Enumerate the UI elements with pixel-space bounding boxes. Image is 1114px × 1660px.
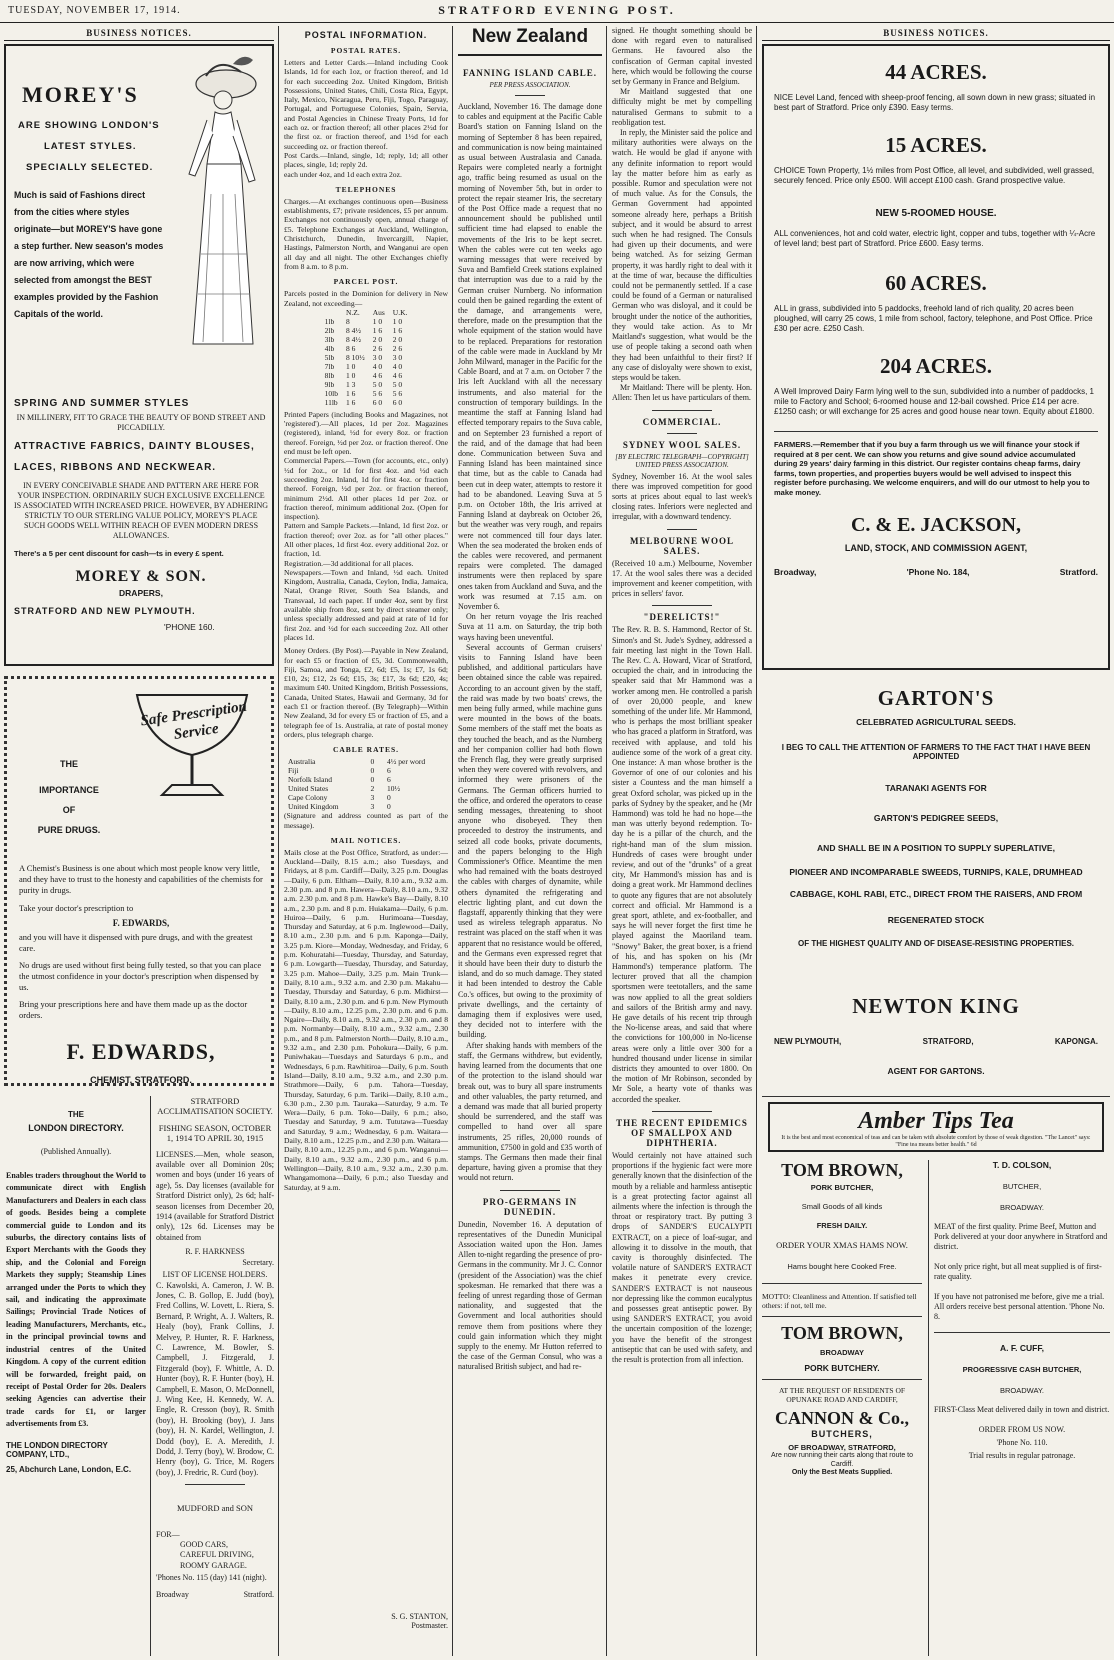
masthead <box>0 0 1114 23</box>
gartons-sub: CELEBRATED AGRICULTURAL SEEDS. <box>856 717 1016 727</box>
moreys-advert <box>4 44 274 666</box>
tom-brown-2-trade: PORK BUTCHERY. <box>804 1363 880 1373</box>
london-address: 25, Abchurch Lane, London, E.C. <box>6 1464 132 1474</box>
edwards-name-small: F. EDWARDS, <box>112 918 170 928</box>
commercial-head: COMMERCIAL. <box>642 416 722 427</box>
issue-date: TUESDAY, NOVEMBER 17, 1914. <box>8 5 181 16</box>
postal-each-under: each under 4oz, and 1d each extra 2oz. <box>284 169 402 179</box>
parcel-rates-header <box>321 308 412 317</box>
gartons-title: GARTON'S <box>877 686 995 710</box>
colson-body-1: MEAT of the first quality. Prime Beef, Mutton and Pork delivered at your door anywhere in Stratford and district. <box>934 1222 1108 1251</box>
gartons-pedigree: GARTON'S PEDIGREE SEEDS, <box>873 813 999 823</box>
parcel-rate-row <box>321 389 412 398</box>
postal-information <box>284 30 448 1192</box>
postal-letters: Letters and Letter Cards.—Inland including Cook Islands, 1d for each 1oz, or fraction thereof, and 1d for each succeeding 2oz. United Kingdom, British Possessions, United States, Chili, Costa Rica, Egypt, Italy, Mexico, Nicaragua, Peru, Fiji, Togo, Paraguay, Portugal, and Portuguese Colonies, Spain, Servia, and Postal Agencies in Chinese Treaty Ports, 1d for each oz. or fraction thereof; all other places 2½d for the first oz. or fraction thereof, and 1½d for each succeeding oz. or fraction thereof. <box>284 58 448 151</box>
mudford-addr-2: Stratford. <box>243 1589 274 1599</box>
mudford-driving: CAREFUL DRIVING, <box>180 1550 254 1560</box>
jackson-name: C. & E. JACKSON, <box>850 513 1021 536</box>
edwards-body-2: Take your doctor's prescription to <box>19 903 134 913</box>
parcel-rate-row <box>321 335 412 344</box>
amber-tips-sub: It is the best and most economical of teas and can be taken with absolute comfort by those of weak digestion. "The Lancet" says: "Fine tea means better health." 6d <box>781 1135 1091 1148</box>
pro-germans-cont-3: In reply, the Minister said the police and military authorities were always on the watch. He would be glad if anyone with any definite information to report would lay the matter before him as early as possible. Rumor and speculation were not of much value. As for the Consuls, the German Government had appointed someone already here, perhaps a British subject, and it would be absurd to arrest such when he had resigned. The Consuls had given up their documents, and were being watched. As for seizing German property, it was hardly right to deal with it at the time of war, because the difficulties could not be permanently settled. If a case could be found of a German or naturalised German who was disloyal, and it could be brought under the notice of the authorities, they would take action. As to Mr Maitland's suggestion, what would be the use of people taking a second oath when they had been unfaithful to their first? If any case of disloyalty were shown to exist, steps would be taken. <box>612 128 752 382</box>
parcel-rate: 2 6 <box>372 343 383 353</box>
cuff-trial: Trial results in regular patronage. <box>968 1451 1076 1460</box>
farmers-notice: FARMERS.—Remember that if you buy a farm through us we will finance your stock if required at 8 per cent. We can show you returns and give sound advice accumulated during 29 years' dairy farming in this district. Our register contains cheap farms, dairy farms, town properties, and properties buyers would be well advised to inspect this register before purchasing. We welcome enquirers, and will do our utmost to help you to make money. <box>774 440 1090 497</box>
gartons-seeds-advert <box>762 676 1110 1097</box>
jackson-land-advert <box>762 44 1110 670</box>
parcel-rate-row <box>321 353 412 362</box>
london-body: Enables traders throughout the World to communicate direct with English Manufacturers and Dealers in each class of goods. Besides being a complete commercial guide to London and its suburbs, the directory contains lists of Export Merchants with the Goods they ship, and the Colonial and Foreign Markets they supply; Steamship Lines arranged under the Ports to which they sail, and indicating the approximate Sailings; Provincial Trade Notices of leading Manufacturers, Merchants, etc., in the principal provincial towns and industrial centres of the United Kingdom. A copy of the current edition will be forwarded, freight paid, on receipt of Postal Order for 20s. Dealers seeking Agencies can advertise their trade cards for £1, or larger advertisements from £3. <box>6 1171 146 1429</box>
cable-rate: 0 <box>387 802 391 812</box>
morey-millinery: IN MILLINERY, FIT TO GRACE THE BEAUTY OF BOND STREET AND PICCADILLY. <box>16 413 266 432</box>
morey-discount: There's a 5 per cent discount for cash—ts in every £ spent. <box>14 549 224 558</box>
amber-tips-logo: Amber Tips Tea <box>858 1108 1014 1134</box>
cannon-best: Only the Best Meats Supplied. <box>791 1469 893 1476</box>
morey-laces: LACES, RIBBONS AND NECKWEAR. <box>14 462 217 473</box>
fanning-p3: Several accounts of German cruisers' visits to Fanning Island have been published, and additional particulars have been obtained since the cable was repaired. According to an account given by the staff, the raid was made by two boats' crews, the men being fully armed, while machine guns were mounted in the bows of the boats. Some members of the staff met the boats as they touched the beach, and as the Nurnberg and her companion collier had both flown the French flag, they were greatly surprised when they were covered with revolvers, and informed they were prisoners of the Germans. The German officers hurried to the office, and ordered the operators to cease sending messages, threatening to shoot anyone who disobeyed. They then proceeded to destroy the instruments, and seized all code books, private documents, and the papers belonging to the High Commissioner's Office. Meantime the men who had remained with the boats destroyed the cables with charges of dynamite, while others dynamited the refrigerating and electric lighting plant, and cut down the flagstaff, apparently thinking that they were used as wireless telegraph apparatus. No restraint was placed on the staff when it was apparent that no resistance would be offered, and the Germans even expressed regret that it should have been their duty to disturb the island, and do so much damage. They stated it had been intended to destroy the Cable Co.'s offices, but owing to the proximity of private dwellings, and the certainty of damaging them if explosives were used, they decided not to interfere with the building. <box>458 642 602 1040</box>
parcel-rate: 2 6 <box>392 343 403 353</box>
acres-44-body: NICE Level Land, fenced with sheep-proof fencing, all sown down in new grass; situated in best part of Stratford. Price only £390. Easy terms. <box>774 93 1096 112</box>
parcel-rate: 8 4½ <box>345 325 361 335</box>
parcel-rate: 8 <box>345 316 350 326</box>
parcel-weight: 4lb <box>324 343 335 353</box>
parcel-weight: 8lb <box>324 370 335 380</box>
cable-destination: Fiji <box>288 766 299 776</box>
column-rule <box>928 1160 929 1656</box>
cable-rate: 0 <box>370 775 375 785</box>
morey-place: STRATFORD AND NEW PLYMOUTH. <box>14 606 196 616</box>
parcel-rate: 1 6 <box>345 388 356 398</box>
pro-germans-body: Dunedin, November 16. A deputation of representatives of the Dunedin Municipal Association waited upon the Hon. James Allen to-night regarding the presence of pro-Germans in the community. Mr J. C. Connor (president of the Association) was the chief spokesman. He remarked that there was a feeling of unrest regarding those of German nationality, and suggested that the Government and local authorities should remove them from positions where they could gain information which they might supply to the enemy. Mr Hutton referred to the case of the German Consul, who was a naturalised British subject, and had re- <box>458 1219 602 1372</box>
cable-rate-row <box>284 793 448 802</box>
telephones-body: Charges.—At exchanges continuous open—Business establishments, £7; private residences, £5 per annum. Exchanges not continuously open, annual charge of £5. Telephone Exchanges at Auckland, Wellington, Christchurch, Dunedin, Invercargill, Napier, Hastings, Palmerston North, and Wanganui are open all day and all night. The other Exchanges chiefly from 8 a.m. to 8 p.m. <box>284 196 448 271</box>
cable-rate: 3 <box>370 793 375 803</box>
colson-place: BROADWAY. <box>999 1203 1045 1212</box>
cable-rates-table <box>284 757 448 811</box>
parcel-col-aus: Aus <box>372 307 385 317</box>
amber-tips-tea-advert <box>768 1102 1104 1152</box>
tom-brown-l1: Small Goods of all kinds <box>801 1202 883 1211</box>
postmaster-signature <box>284 1612 448 1652</box>
cuff-trade: PROGRESSIVE CASH BUTCHER, <box>962 1365 1082 1374</box>
morey-tag-1: ARE SHOWING LONDON'S <box>18 120 160 131</box>
newton-place-3: KAPONGA. <box>1054 1037 1098 1046</box>
edwards-body-3: and you will have it dispensed with pure drugs, and with the greatest care. <box>19 932 253 953</box>
tom-brown-l4: Hams bought here Cooked Free. <box>787 1262 897 1271</box>
acclim-list: C. Kawolski, A. Cameron, J. W. B. Jones, C. B. Gollop, E. Judd (boy), Fred Collins, W. Lovett, L. Riera, S. Bernard, P. Wright, A. J. Walters, R. Healy (boy), Frank Collins, J. Melvey, P. Hunter, R. F. Harkness, C. Lawrence, M. Bowler, S. Campbell, J. Fitzgerald, J. Fitzgerald (boy), F. Whittle, A. D. Hunter (boy), R. F. Hunter (boy), H. Campbell, E. Mason, O. McDonnell, J. Wing Kee, H. Kennedy, W. A. Engle, R. Cresson (boy), R. Smith (boy), H. Brooking (boy), J. Jans (boy), H. N. Kardel, Wellington, J. Dodd (boy), E. A. Meredith, J. Dodd, J. Terry (boy), W. Brodow, C. Henry (boy), G. Trice, M. Rogers (boy), J. Fredric, R. Curd (boy). <box>156 1280 274 1477</box>
house-body: ALL conveniences, hot and cold water, electric light, copper and tubs, together with ¼-Acre of level land; best part of Stratford. Price £600. Easy terms. <box>774 229 1096 248</box>
tom-brown-2-place: BROADWAY <box>820 1348 864 1357</box>
london-directory-advert <box>6 1096 146 1656</box>
london-company: THE LONDON DIRECTORY COMPANY, LTD., <box>6 1440 108 1459</box>
parcel-rate: 1 3 <box>345 379 356 389</box>
morey-tag-2: LATEST STYLES. <box>44 141 137 152</box>
newspaper-title: STRATFORD EVENING POST. <box>438 3 676 17</box>
acclim-secretary-name: R. F. HARKNESS <box>185 1247 245 1257</box>
parcel-rate: 1 6 <box>392 325 403 335</box>
pro-germans-cont-2: Mr Maitland suggested that one difficulty might be met by compelling naturalised Germans to submit to a reobligation test. <box>612 87 752 127</box>
parcel-rate: 5 6 <box>372 388 383 398</box>
press-association: PER PRESS ASSOCIATION. <box>489 81 571 89</box>
postmaster-name: S. G. STANTON, <box>391 1612 448 1621</box>
mail-notices-body: Mails close at the Post Office, Stratford, as under:— Auckland—Daily, 8.15 a.m.; also Tuesdays, and Fridays, at 8 p.m. Cardiff—Daily, 3.25 p.m. Douglas—Daily, 6 p.m. Eltham—Daily, 8.10 a.m., 9.32 a.m. 2.30 p.m. and 8 p.m. Hawera—Daily, 8.10 a.m., 9.32 a.m. 2.30 p.m. and 8 p.m. Hawke's Bay—Daily, 8.10 a.m., 2.30 p.m. and 8 p.m. Huiakama—Daily, 6 p.m. Huiroa—Daily, 6 p.m. Hurimoana—Tuesday, Thursday and Saturday, at 6 p.m. Inglewood—Daily, 8.10 a.m., 2.30 p.m. and 6 p.m. Kaponga—Daily, 3.25 p.m. Kiore—Monday, Wednesday, and Friday, 6 p.m. Kohuratahi—Tuesday, Thursday, and Saturday, 6 p.m. Lowgarth—Tuesday, Thursday, and Saturday, 3.25 p.m. Mahoe—Daily, 3.25 p.m. Main Trunk—Daily, 8.10 a.m., 9.32 a.m. and 2.30 p.m. Makahu—Tuesday, Thursday and Saturday, 6 p.m. Midhirst—Daily, 8.10 a.m., 2.30 p.m. and 6 p.m. New Plymouth—Daily, 8.10 a.m., 12.25 p.m., 2.30 p.m. and 6 p.m. Ngaire—Daily, 8.10 a.m., 9.32 a.m., 2.30 p.m. and 8 p.m. Normanby—Daily, 8.10 a.m., 9.32 a.m., 2.30 p.m., and 8 p.m. Palmerston North—Daily, 8.10 a.m., 9.32 a.m., and 2.30 p.m. Pohokura—Daily, 6 p.m. Puniwhakau—Tuesdays and Saturdays 6 p.m., and Wednesdays, 6 p.m. Rawhitiroa—Daily, 6 p.m. South Island—Daily, 8.10 a.m., 9.32 a.m., and 2.30 p.m. Strathmore—Daily, 6 p.m. Tahora—Tuesday, Thursday, Saturday, 6 p.m. Tariki—Daily, 8.10 a.m., 6.30 p.m., 2.30 p.m. Tauraka—Saturday, 9 a.m. Te Wera—Daily, 6 p.m. Toko—Daily, 6 p.m.; also, Tuesday and Saturday, 9 a.m. Tututawa—Tuesday and Saturday, 9 a.m.; Wednesday, 6 p.m. Waitara—Daily, 8.10 a.m., 12.25 p.m., and 2.30 p.m. Waitara—Daily, 8.10 a.m., 12.25 p.m., and 6 p.m. Wanganui—Daily, 8.10 a.m., 9.32 a.m., 2.30 p.m., and 6 p.m. Wellington—Daily, 8.10 a.m., 9.32 a.m., 2.30 p.m. Whangamomona—Daily, 6 p.m.; also Tuesday and Saturday, at 9 a.m. <box>284 847 448 1192</box>
parcel-rate-row <box>321 317 412 326</box>
cable-note: (Signature and address counted as part of the message). <box>284 811 448 830</box>
new-zealand-title: New Zealand <box>458 26 602 56</box>
morey-conceivable: IN EVERY CONCEIVABLE SHADE AND PATTERN ARE HERE FOR YOUR INSPECTION. ORDINARILY SUCH EXCLUSIVE EXCELLENCE IS ASSOCIATED WITH INCREASED PRICE. HOWEVER, BY ADHERING STRICTLY TO OUR STERLING VALUE POLICY, MOREY'S PLACE SUCH GOODS WELL WITHIN REACH OF EVEN MODERN DRESS ALLOWANCES. <box>14 481 269 540</box>
cable-rate-row <box>284 802 448 811</box>
cannon-trade: BUTCHERS, <box>811 1429 873 1439</box>
column-rule <box>606 26 607 1656</box>
tom-brown-l2: FRESH DAILY. <box>816 1221 868 1230</box>
parcel-rate: 1 0 <box>372 316 383 326</box>
colson-body-3: If you have not patronised me before, give me a trial. All orders receive best personal attention. 'Phone No. 8. <box>934 1292 1105 1321</box>
colson-trade: BUTCHER, <box>1002 1182 1042 1191</box>
parcel-rate: 2 0 <box>372 334 383 344</box>
london-title: LONDON DIRECTORY. <box>28 1123 124 1133</box>
tom-brown-name: TOM BROWN, <box>781 1160 903 1180</box>
acclim-list-head: LIST OF LICENSE HOLDERS. <box>162 1270 268 1280</box>
epidemics-body: Would certainly not have attained such proportions if the hygienic fact were more generally known that the disinfection of the mouth by a reliable and harmless antiseptic is a great protecting factor against all ailments where the infection is through the throat or respiratory tract. By putting 3 drops of SANDER'S EUCALYPTI EXTRACT, on a piece of loaf-sugar, and allowing it to dissolve in the mouth, that cavity is thoroughly disinfected. The volatile nature of SANDER'S EXTRACT makes it penetrate every crevice. SANDER'S EXTRACT is not nauseous nor depressing like the common eucalyptus and possesses great antiseptic power. By using SANDER'S EXTRACT, you avoid the uncertain composition of the lozenge; you have the benefit of the strongest antiseptic that can be used with safety, and the result is protection from all infection. <box>612 1150 752 1364</box>
acres-204-title: 204 ACRES. <box>879 354 993 378</box>
gartons-position: AND SHALL BE IN A POSITION TO SUPPLY SUPERLATIVE, <box>817 843 1055 853</box>
derelicts-body: The Rev. R. B. S. Hammond, Rector of St. Simon's and St. Jude's Sydney, addressed a fair meeting last night in the Town Hall. The Rev. C. A. Howard, Vicar of Stratford, occupied the chair, and in introducing the speaker said that Mr Hammond was a worker among men. He controlled a parish of over 20,000 people, and knew something of the under life. Mr Hammond, who is perhaps the most brilliant speaker who has graced a platform in Stratford, was received with applause, and told his audience some of the work of a great city. One instance: A man whose brother is the Governor of one of our colonies and his sister a Countess and the man himself a great Oxford scholar, was picked up in the parks of Sydney by the speaker, and he (Mr Hammond) was told he had no hope—the man was utterly beyond redemption. To-day he is a pillar of the church, and the right-hand man of the slum mission. Hundreds of cases were brought under review, and out of the "drunks" of a great city, Mr Hammond's mission has and is doing a great work. Mr Hammond declines to quote any figures that are not absolutely correct and official. Mr Hammond is a great sport, athlete, and ex-footballer, and says he will never forget the first time he played against the Maoriland team. "Snowy" Baker, the great boxer, is a friend of his, and has spoken on his (Mr Hammond's) temperance platform. The lecturer proved that all the champion sportsmen were teetotallers, and the same was now applied to all the great soldiers and sailors of the British army and navy. He gave details of his recent trip through the No-license areas, and said that where the convictions for 100,000 in No-license areas were only a little over 300 for a hundred thousand under license in similar districts they amounted to over 1800. On the motion of Mr Robinson, seconded by Mr Sole, a hearty vote of thanks was accorded the speaker. <box>612 625 752 1104</box>
parcel-rate-row <box>321 380 412 389</box>
postal-heading: POSTAL INFORMATION. <box>304 30 428 40</box>
morey-body: Much is said of Fashions direct from the cities where styles originate—but MOREY'S have gone a step further. New season's modes are now arriving, which were selected from amongst the BEST examples provided by the Fashion Capitals of the world. <box>14 190 164 319</box>
cuff-phone: 'Phone No. 110. <box>996 1438 1048 1447</box>
edwards-body-5: Bring your prescriptions here and have them made up as the doctor orders. <box>19 999 248 1020</box>
edwards-title: CHEMIST, STRATFORD. <box>90 1075 192 1085</box>
tom-brown-l3: ORDER YOUR XMAS HAMS NOW. <box>776 1240 908 1250</box>
cable-destination: United States <box>288 784 329 794</box>
tom-brown-2-name: TOM BROWN, <box>781 1323 903 1343</box>
telephones-head: TELEPHONES <box>335 184 397 194</box>
parcel-rate: 1 0 <box>345 361 356 371</box>
cable-destination: United Kingdom <box>288 802 339 812</box>
business-notices-heading: BUSINESS NOTICES. <box>4 26 274 42</box>
newton-place-1: NEW PLYMOUTH, <box>774 1037 842 1046</box>
parcel-post-body: Parcels posted in the Dominion for delivery in New Zealand, not exceeding— <box>284 289 448 308</box>
pro-germans-cont-1: signed. He thought something should be done with regard even to naturalised Germans. He favoured also the confiscation of German capital invested here, which would be following the course set by Germany in France and Belgium. <box>612 26 752 87</box>
cuff-order: ORDER FROM US NOW. <box>978 1425 1066 1434</box>
cable-rate: 3 <box>370 802 375 812</box>
parcel-col-nz: N.Z. <box>345 307 360 317</box>
house-title: NEW 5-ROOMED HOUSE. <box>875 208 997 219</box>
parcel-rate-row <box>321 398 412 407</box>
cable-rate-row <box>284 775 448 784</box>
tom-brown-trade: PORK BUTCHER, <box>810 1183 874 1192</box>
jackson-addr-1: Broadway, <box>774 566 817 577</box>
edwards-of: OF <box>62 805 76 815</box>
jackson-addr-3: Stratford. <box>1059 566 1098 577</box>
colson-cuff-adverts <box>934 1160 1110 1656</box>
parcel-weight: 11lb <box>324 397 338 407</box>
cuff-body: FIRST-Class Meat delivered daily in town and district. <box>934 1405 1110 1414</box>
parcel-rate: 2 0 <box>392 334 403 344</box>
jackson-addr-2: 'Phone No. 184, <box>906 566 970 577</box>
postal-patterns: Pattern and Sample Packets.—Inland, 1d first 2oz. or fraction thereof; over 2oz. as for "all other places." All other places, 1d first 4oz. every additional 2oz. or fraction, 1d. <box>284 521 448 559</box>
gartons-quality: OF THE HIGHEST QUALITY AND OF DISEASE-RESISTING PROPERTIES. <box>797 939 1075 948</box>
cuff-place: BROADWAY. <box>999 1386 1045 1395</box>
acres-60-title: 60 ACRES. <box>885 271 987 295</box>
column-four-news <box>612 26 752 1656</box>
london-published: (Published Annually). <box>40 1147 112 1156</box>
gartons-regenerated: REGENERATED STOCK <box>887 915 985 925</box>
cable-rate-row <box>284 766 448 775</box>
parcel-weight: 3lb <box>324 334 335 344</box>
sydney-wool-head: SYDNEY WOOL SALES. <box>622 439 742 450</box>
safe-prescription-logo: Safe Prescription Service <box>139 698 248 743</box>
parcel-rate: 1 0 <box>345 370 356 380</box>
colson-name: T. D. COLSON, <box>992 1160 1052 1170</box>
moreys-title: MOREY'S <box>22 82 139 107</box>
cable-rate: 2 <box>370 784 375 794</box>
mudford-cars: GOOD CARS, <box>180 1540 229 1550</box>
tom-brown-cannon-adverts <box>762 1160 922 1656</box>
parcel-rate: 8 4½ <box>345 334 361 344</box>
newton-agent: AGENT FOR GARTONS. <box>887 1066 985 1076</box>
cannon-address: OF BROADWAY, STRATFORD, <box>788 1443 896 1452</box>
cable-destination: Cape Colony <box>288 793 328 803</box>
cable-destination: Australia <box>288 757 316 767</box>
acclim-season: FISHING SEASON, OCTOBER 1, 1914 TO APRIL 30, 1915 <box>158 1122 272 1144</box>
mudford-garage: ROOMY GARAGE. <box>180 1560 247 1570</box>
parcel-rate: 4 6 <box>392 370 403 380</box>
parcel-rate: 1 6 <box>345 397 356 407</box>
parcel-rate: 1 6 <box>372 325 383 335</box>
column-rule <box>452 26 453 1656</box>
melbourne-wool-head: MELBOURNE WOOL SALES. <box>629 535 735 556</box>
cable-rate: 0 <box>370 766 375 776</box>
cable-rates-head: CABLE RATES. <box>332 745 400 755</box>
gartons-agents: TARANAKI AGENTS FOR <box>885 783 987 793</box>
business-notices-heading-right: BUSINESS NOTICES. <box>762 26 1110 42</box>
postal-registration: Registration.—3d additional for all places. <box>284 558 414 568</box>
new-zealand-news <box>458 26 602 1656</box>
cable-rate: 0 <box>387 793 391 803</box>
parcel-rate-row <box>321 326 412 335</box>
parcel-rate: 3 0 <box>372 352 383 362</box>
parcel-weight: 2lb <box>324 325 335 335</box>
parcel-rate: 8 10½ <box>345 352 365 362</box>
parcel-rate-row <box>321 362 412 371</box>
parcel-rate: 4 0 <box>392 361 403 371</box>
acres-60-body: ALL in grass, subdivided into 5 paddocks, freehold land of rich quality, 20 acres been ploughed, will carry 25 cows, 1 mile from school, factory, telephone, and Post Office. Price £30 per acre. £250 Cash. <box>774 304 1093 333</box>
parcel-rate: 5 6 <box>392 388 403 398</box>
parcel-weight: 7lb <box>324 361 335 371</box>
parcel-rate: 1 0 <box>392 316 403 326</box>
edwards-body-4: No drugs are used without first being fully tested, so that you can place the utmost confidence in your doctor's prescription when dispensed by us. <box>19 960 262 992</box>
cable-rate: 10½ <box>387 784 401 794</box>
column-rule <box>278 26 279 1656</box>
postal-rates-head: POSTAL RATES. <box>330 46 402 55</box>
postal-newspapers: Newspapers.—Town and Inland, ½d each. United Kingdom, Australia, Canada, Ceylon, India, Jamaica, Natal, Orange River, South Sea Islands, and Transvaal, 1d each paper. If under 4oz, sent by first available ship from 8oz, sent by direct steamer only; unless specially addressed and paid at rate of 1d for first 2oz. and ½d for each succeeding 2oz. All other places 1d. <box>284 567 448 642</box>
cable-rate: 6 <box>387 775 391 785</box>
parcel-weight: 5lb <box>324 352 335 362</box>
acclim-title: STRATFORD ACCLIMATISATION SOCIETY. <box>157 1096 273 1117</box>
cable-destination: Norfolk Island <box>288 775 332 785</box>
acclim-body: LICENSES.—Men, whole season, available over all Dominion 20s; women and boys (under 16 years of age), 5s. Day licenses (available for Stratford District only), 2s 6d; half-season licenses from December 20, 1914 (available for Stratford District only), 12s 6d. Licenses may be obtained from <box>156 1149 274 1242</box>
parcel-weight: 10lb <box>324 388 338 398</box>
parcel-rate: 4 6 <box>372 370 383 380</box>
morey-tag-3: SPECIALLY SELECTED. <box>26 162 154 173</box>
cable-rate: 6 <box>387 766 391 776</box>
parcel-post-head: PARCEL POST. <box>333 277 399 287</box>
column-rule <box>150 1096 151 1656</box>
postal-postcards: Post Cards.—Inland, single, 1d; reply, 1d; all other places, single, 1d; reply 2d. <box>284 150 448 170</box>
sydney-wool-per: [BY ELECTRIC TELEGRAPH—COPYRIGHT] UNITED PRESS ASSOCIATION. <box>615 452 749 469</box>
parcel-rate: 5 0 <box>372 379 383 389</box>
fanning-p4: After shaking hands with members of the staff, the Germans withdrew, but evidently, having learned from the documents that one of the protection to the island should war break out, was to bury all spare instruments and other valuables, the party returned, and a demand was made that all buried property should be surrendered, and the staff was compelled to hand over all spare instruments, 25 rifles, 20,000 rounds of ammunition, £7500 in gold and £35 worth of stamps. The Germans then made their final departure, having given a promise that they would not return. <box>458 1040 602 1183</box>
parcel-rate: 5 0 <box>392 379 403 389</box>
column-rule <box>756 26 757 1656</box>
fashion-lady-illustration <box>171 54 267 354</box>
epidemics-head: THE RECENT EPIDEMICS OF SMALLPOX AND DIPHTHERIA. <box>616 1117 748 1148</box>
parcel-rate: 4 0 <box>372 361 383 371</box>
pro-germans-head: PRO-GERMANS IN DUNEDIN. <box>482 1196 578 1217</box>
morey-spring-styles: SPRING AND SUMMER STYLES <box>14 398 190 409</box>
acclim-secretary-title: Secretary. <box>242 1257 274 1267</box>
cable-rate-row <box>284 757 448 766</box>
colson-body-2: Not only price right, but all meat supplied is of first-rate quality. <box>934 1262 1102 1281</box>
edwards-pure-drugs: PURE DRUGS. <box>37 825 101 835</box>
london-the: THE <box>68 1110 84 1119</box>
postal-printed: Printed Papers (including Books and Magazines, not 'registered').—All places, 1d per 2oz. Magazines (registered), inland, ½d for every 8oz. or fraction thereof. Foreign, ½d per 2oz. or fraction thereof. One end must be left open. <box>284 409 448 457</box>
cable-rate: 0 <box>370 757 375 767</box>
parcel-rate-row <box>321 344 412 353</box>
fanning-p1: Auckland, November 16. The damage done to cables and equipment at the Pacific Cable Board's station on Fanning Island on the morning of September 8 has been repaired, and communication is now being maintained as usual between Australasia and Canada. Repairs were completed nearly a fortnight ago, traffic being resumed as usual on the morning of November 5th, but in order to protect the repair steamer Iris, the secretary of the Post Office made a request that no announcement should be published until sufficient time had elapsed to enable the movements of the Iris to be kept secret. When the cables were cut ten weeks ago warning messages that were received by Suva and Bamfield Creek stations explained that interruption was due to a raid by the German cruiser Nurnberg. No information could then be gained regarding the extent of the damage, and arrangements were, therefore, made on the presumption that the whole equipment of the station would have to be replaced. Preparations for restoration of the cable were made in Auckland by Mr John Milward, manager in the Pacific for the Cable Board, and at 7 a.m. on October 7 the Iris left Auckland with all the necessary instruments, and also material for the construction of temporary buildings. In the meantime the staff at Fanning Island had effected temporary repairs to the Suva cable, and on September 23 furnished a report of the raid, and of the damage that had been done. Communication between Suva and Fanning Island has been maintained since that time, but as the cable to Canada had been cut in deep water, attempts to restore it had to be abandoned. Leaving Suva at 5 p.m. on October 18th, the Iris arrived at Fanning Island at daybreak on October 26, but the weather was very rough, and repairs were not commenced till four days later. When the sea moderated the broken ends of the cables were recovered, and permanent repairs were completed. The damaged instruments were then replaced by spare ones taken from Auckland and Suva, and the work was resumed at 7.15 a.m. on November 6. <box>458 102 602 611</box>
morey-fabrics: ATTRACTIVE FABRICS, DAINTY BLOUSES, <box>14 441 255 452</box>
acres-15-title: 15 ACRES. <box>885 133 987 157</box>
mudford-for: FOR— <box>156 1529 180 1539</box>
parcel-rate: 6 0 <box>392 397 403 407</box>
mudford-name: MUDFORD and SON <box>176 1503 254 1514</box>
acres-15-body: CHOICE Town Property, 1½ miles from Post Office, all level, and subdivided, well grassed, securely fenced. Price only £500. Will accept £100 cash. Grand prospective value. <box>774 166 1095 185</box>
edwards-chemist-advert <box>4 676 274 1086</box>
postmaster-title: Postmaster. <box>411 1621 448 1630</box>
edwards-the: THE <box>60 759 78 769</box>
postal-commercial: Commercial Papers.—Town (for accounts, etc., only) ½d for 2oz., or 1d for first 4oz. and ½d each succeeding 2oz. Inland, 1d for first 4oz. or fraction thereof. Foreign, ½d per 2oz. or fraction thereof, minimum 2½d. All other places 1d per 2oz. or fraction thereof, minimum additional 2oz. (Open for inspection). <box>284 456 448 522</box>
parcel-rate: 8 6 <box>345 343 356 353</box>
gartons-list: PIONEER AND INCOMPARABLE SWEEDS, TURNIPS, KALE, DRUMHEAD CABBAGE, KOHL RABI, ETC., DIRECT FROM THE RAISERS, AND FROM <box>789 867 1083 899</box>
cannon-note: Are now running their carts along that route to Cardiff. <box>770 1452 914 1468</box>
parcel-weight: 9lb <box>324 379 335 389</box>
edwards-name: F. EDWARDS, <box>66 1039 216 1064</box>
fanning-island-head: FANNING ISLAND CABLE. <box>462 68 598 78</box>
postal-money-orders: Money Orders. (By Post).—Payable in New Zealand, for each £5 or fraction of £5, 3d. Commonwealth, Fiji, Samoa, and Tonga, £2, 6d; £5, 1s; £7, 1s 6d; £10, 2s; £12, 2s 6d; £15, 3s; £17, 3s 6d; £20, 4s; maximum £40. United Kingdom, British Possessions, Canada, United States, Hawaii and Germany, 3d for each £1 or fraction thereof. (By Telegraph)—Within New Zealand, 3d for every £5 or fraction of £5, and a telegraph fee of 1s. Australia, at rate of postal money orders, plus telegraph charge. <box>284 646 448 739</box>
edwards-body-1: A Chemist's Business is one about which most people know very little, and they have to trust to the honesty and capabilities of the chemists for purity in drugs. <box>19 863 263 895</box>
morey-phone: 'PHONE 160. <box>164 622 215 632</box>
derelicts-head: "DERELICTS!" <box>643 612 721 623</box>
cable-rate-row <box>284 784 448 793</box>
edwards-importance: IMPORTANCE <box>39 785 99 795</box>
acres-44-title: 44 ACRES. <box>885 60 987 84</box>
morey-trade: DRAPERS, <box>119 588 163 598</box>
parcel-weight: 1lb <box>324 316 335 326</box>
melbourne-wool-body: (Received 10 a.m.) Melbourne, November 17. At the wool sales there was a decided improvement and keener competition, with prices in sellers' favor. <box>612 558 752 599</box>
mudford-phone: 'Phones No. 115 (day) 141 (night). <box>156 1573 267 1583</box>
pro-germans-cont-4: Mr Maitland: There will be plenty. Hon. Allen: Then let us have particulars of them. <box>612 383 752 403</box>
cable-rate: 4½ per word <box>387 757 426 767</box>
tom-brown-motto: MOTTO: Cleanliness and Attention. If satisfied tell others: if not, tell me. <box>762 1292 917 1310</box>
cannon-request: AT THE REQUEST OF RESIDENTS OF OPUNAKE ROAD AND CARDIFF, <box>778 1386 906 1404</box>
parcel-rate: 3 0 <box>392 352 403 362</box>
newton-king: NEWTON KING <box>852 994 1020 1018</box>
mudford-addr-1: Broadway <box>156 1589 189 1599</box>
acclimatisation-notice <box>156 1096 274 1656</box>
morey-firm: MOREY & SON. <box>75 568 207 585</box>
cannon-name: CANNON & Co., <box>775 1408 909 1428</box>
sydney-wool-body: Sydney, November 16. At the wool sales there was improved competition for good sorts at prices about equal to last week's closing rates. Inferiors were neglected and irregular, with a downward tendency. <box>612 471 752 522</box>
gartons-beg: I BEG TO CALL THE ATTENTION OF FARMERS TO THE FACT THAT I HAVE BEEN APPOINTED <box>781 743 1091 761</box>
newton-place-2: STRATFORD, <box>922 1037 974 1046</box>
mail-notices-head: MAIL NOTICES. <box>330 835 402 845</box>
acres-204-body: A Well Improved Dairy Farm lying well to the sun, subdivided into a number of paddocks, 1 mile to Factory and School; 6-roomed house and 12-bail cowshed. Price £14 per acre. £1250 cash; or will exchange for 25 acres and good house near town. Equity about £1800. <box>774 387 1095 416</box>
parcel-rates-table <box>321 308 412 407</box>
cuff-name: A. F. CUFF, <box>1000 1343 1044 1353</box>
parcel-col-uk: U.K. <box>392 307 408 317</box>
parcel-rate-row <box>321 371 412 380</box>
parcel-rate: 6 0 <box>372 397 383 407</box>
jackson-sub: LAND, STOCK, AND COMMISSION AGENT, <box>844 542 1028 553</box>
fanning-p2: On her return voyage the Iris reached Suva at 11 a.m. on Saturday, the trip both ways having been uneventful. <box>458 612 602 642</box>
